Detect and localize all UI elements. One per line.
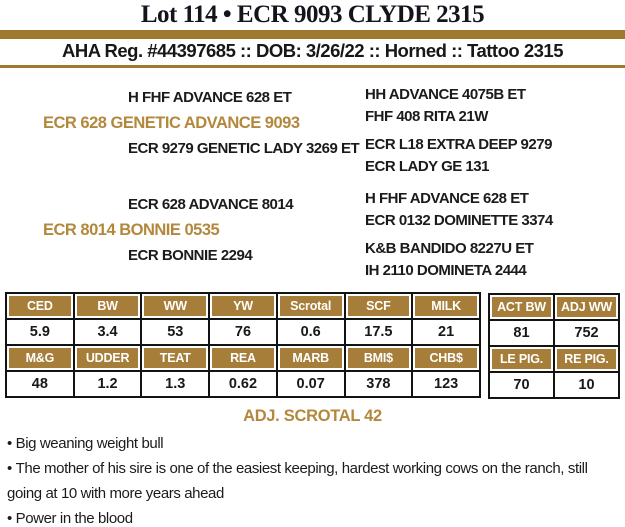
weight-header-cell: RE PIG. bbox=[554, 346, 619, 372]
epd-header-cell: REA bbox=[209, 345, 277, 371]
sire-granddam-name: ECR 9279 GENETIC LADY 3269 ET bbox=[128, 140, 360, 157]
epd-header-row bbox=[6, 345, 480, 371]
weight-header-row bbox=[489, 346, 619, 372]
gold-divider-line bbox=[0, 65, 625, 68]
adj-scrotal-label: ADJ. SCROTAL 42 bbox=[243, 407, 382, 425]
sire-name: ECR 628 GENETIC ADVANCE 9093 bbox=[43, 114, 300, 132]
epd-header-cell: CHB$ bbox=[412, 345, 480, 371]
ancestor-name: ECR LADY GE 131 bbox=[365, 158, 489, 175]
ancestor-name: ECR 0132 DOMINETTE 3374 bbox=[365, 212, 553, 229]
weight-value-cell: 70 bbox=[489, 372, 554, 398]
epd-value-cell: 76 bbox=[209, 319, 277, 345]
epd-header-cell: YW bbox=[209, 293, 277, 319]
epd-value-cell: 5.9 bbox=[6, 319, 74, 345]
weight-value-cell: 81 bbox=[489, 320, 554, 346]
note-item: • Power in the blood bbox=[7, 506, 620, 527]
weight-value-row bbox=[489, 320, 619, 346]
pedigree-dam-block bbox=[0, 192, 360, 268]
ancestor-name: H FHF ADVANCE 628 ET bbox=[365, 190, 529, 207]
epd-header-cell: CED bbox=[6, 293, 74, 319]
weight-header-cell: LE PIG. bbox=[489, 346, 554, 372]
ancestor-name: HH ADVANCE 4075B ET bbox=[365, 86, 526, 103]
epd-value-cell: 21 bbox=[412, 319, 480, 345]
epd-header-cell: SCF bbox=[345, 293, 413, 319]
ancestor-name: K&B BANDIDO 8227U ET bbox=[365, 240, 534, 257]
epd-header-cell: MARB bbox=[277, 345, 345, 371]
pedigree-sire-block bbox=[0, 85, 360, 161]
epd-header-cell: BMI$ bbox=[345, 345, 413, 371]
epd-header-cell: BW bbox=[74, 293, 142, 319]
weight-value-cell: 10 bbox=[554, 372, 619, 398]
epd-value-cell: 53 bbox=[141, 319, 209, 345]
gold-divider-bar bbox=[0, 30, 625, 39]
pedigree-dam-ancestors bbox=[365, 188, 623, 282]
ancestor-name: IH 2110 DOMINETA 2444 bbox=[365, 262, 527, 279]
epd-header-cell: UDDER bbox=[74, 345, 142, 371]
dam-granddam-name: ECR BONNIE 2294 bbox=[128, 247, 253, 264]
ancestor-name: FHF 408 RITA 21W bbox=[365, 108, 488, 125]
ancestor-name: ECR L18 EXTRA DEEP 9279 bbox=[365, 136, 552, 153]
epd-table bbox=[5, 292, 481, 398]
weight-header-row bbox=[489, 294, 619, 320]
weight-header-cell: ADJ WW bbox=[554, 294, 619, 320]
epd-value-cell: 3.4 bbox=[74, 319, 142, 345]
weight-value-cell: 752 bbox=[554, 320, 619, 346]
pedigree-sire-ancestors bbox=[365, 84, 623, 178]
epd-value-cell: 1.2 bbox=[74, 371, 142, 397]
sire-grandsire-name: H FHF ADVANCE 628 ET bbox=[128, 89, 292, 106]
epd-header-cell: Scrotal bbox=[277, 293, 345, 319]
epd-value-cell: 0.6 bbox=[277, 319, 345, 345]
epd-header-row bbox=[6, 293, 480, 319]
weight-value-row bbox=[489, 372, 619, 398]
note-item: • Big weaning weight bull bbox=[7, 431, 620, 456]
epd-value-cell: 0.07 bbox=[277, 371, 345, 397]
epd-value-cell: 378 bbox=[345, 371, 413, 397]
epd-header-cell: M&G bbox=[6, 345, 74, 371]
sale-notes bbox=[7, 431, 620, 527]
epd-value-cell: 1.3 bbox=[141, 371, 209, 397]
note-item: • The mother of his sire is one of the easiest keeping, hardest working cows on the ranch, still going at 10 with more years ahead bbox=[7, 456, 620, 506]
epd-header-cell: TEAT bbox=[141, 345, 209, 371]
dam-grandsire-name: ECR 628 ADVANCE 8014 bbox=[128, 196, 294, 213]
epd-value-cell: 48 bbox=[6, 371, 74, 397]
epd-value-cell: 123 bbox=[412, 371, 480, 397]
weight-header-cell: ACT BW bbox=[489, 294, 554, 320]
epd-header-cell: MILK bbox=[412, 293, 480, 319]
lot-title: Lot 114 • ECR 9093 CLYDE 2315 bbox=[140, 1, 485, 28]
epd-value-cell: 0.62 bbox=[209, 371, 277, 397]
epd-value-row bbox=[6, 319, 480, 345]
dam-name: ECR 8014 BONNIE 0535 bbox=[43, 221, 220, 239]
registration-line: AHA Reg. #44397685 :: DOB: 3/26/22 :: Horned :: Tattoo 2315 bbox=[62, 40, 563, 61]
epd-header-cell: WW bbox=[141, 293, 209, 319]
epd-value-row bbox=[6, 371, 480, 397]
epd-value-cell: 17.5 bbox=[345, 319, 413, 345]
weight-table bbox=[488, 293, 620, 399]
